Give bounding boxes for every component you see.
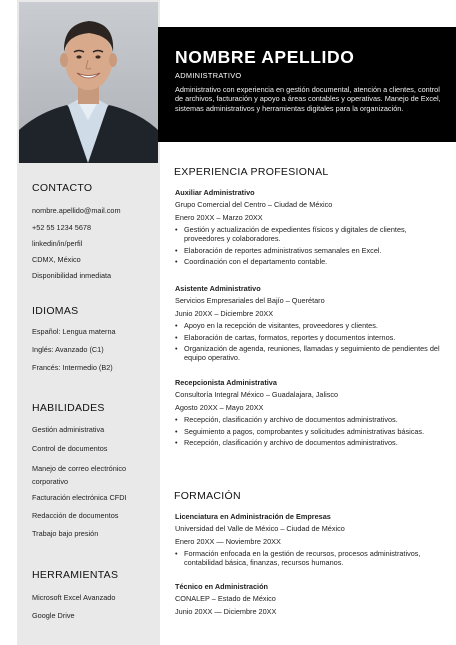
skill-item: Gestión administrativa [32, 425, 105, 434]
job-company: Servicios Empresariales del Bajío – Querétaro [175, 296, 325, 305]
job-bullets [175, 415, 445, 447]
job-company: Consultoría Integral México – Guadalajara, Jalisco [175, 390, 339, 399]
job-bullet: • Recepción, clasificación y archivo de documentos administrativos. [175, 415, 445, 424]
job-entry [175, 284, 445, 365]
job-bullets [175, 225, 445, 267]
language-item: Español: Lengua materna [32, 327, 116, 336]
job-bullet: • Elaboración de cartas, formatos, reportes y documentos internos. [175, 333, 445, 342]
education-entry [175, 582, 445, 617]
contact-location: CDMX, México [32, 255, 81, 264]
skills-heading: HABILIDADES [32, 402, 105, 414]
contact-email: nombre.apellido@mail.com [32, 206, 121, 215]
job-dates: Enero 20XX – Marzo 20XX [175, 212, 263, 222]
languages-list [32, 327, 156, 381]
job-dates: Junio 20XX – Diciembre 20XX [175, 308, 274, 318]
job-bullet: • Coordinación con el departamento contable. [175, 257, 445, 266]
tools-heading: HERRAMIENTAS [32, 569, 119, 581]
candidate-role: ADMINISTRATIVO [175, 71, 242, 80]
header-banner [158, 27, 456, 142]
tool-item: Google Drive [32, 611, 75, 620]
language-item: Inglés: Avanzado (C1) [32, 345, 104, 354]
tool-item: Microsoft Excel Avanzado [32, 593, 116, 602]
job-bullet: • Organización de agenda, reuniones, llamadas y seguimiento de pendientes del equipo operativo. [175, 344, 445, 362]
profile-summary: Administrativo con experiencia en gestión documental, atención a clientes, control de archivos, facturación y apoyo a áreas contables y operativas. Manejo de Excel, sistemas administrativos y herramientas digitales para la organización. [175, 85, 441, 113]
job-entry [175, 188, 445, 269]
job-title: Auxiliar Administrativo [175, 188, 255, 197]
job-bullet: • Recepción, clasificación y archivo de documentos administrativos. [175, 438, 445, 447]
job-title: Asistente Administrativo [175, 284, 261, 293]
education-bullets [175, 549, 445, 567]
education-dates: Enero 20XX — Noviembre 20XX [175, 536, 281, 546]
education-entry [175, 512, 445, 570]
education-heading: FORMACIÓN [174, 490, 241, 502]
language-item: Francés: Intermedio (B2) [32, 363, 113, 372]
profile-photo [19, 2, 158, 163]
contact-phone: +52 55 1234 5678 [32, 223, 92, 232]
job-company: Grupo Comercial del Centro – Ciudad de México [175, 200, 333, 209]
skill-item: Trabajo bajo presión [32, 529, 99, 538]
skill-item: Control de documentos [32, 444, 108, 453]
skill-item: Facturación electrónica CFDI [32, 493, 127, 502]
job-bullet: • Seguimiento a pagos, comprobantes y solicitudes administrativas básicas. [175, 427, 445, 436]
contact-heading: CONTACTO [32, 182, 93, 194]
skill-item: Manejo de correo electrónico corporativo [32, 464, 127, 486]
school-name: CONALEP – Estado de México [175, 594, 276, 603]
contact-availability: Disponibilidad inmediata [32, 271, 112, 280]
languages-heading: IDIOMAS [32, 305, 79, 317]
tools-list [32, 593, 156, 629]
job-bullet: • Gestión y actualización de expedientes físicos y digitales de clientes, proveedores y colaboradores. [175, 225, 445, 243]
contact-linkedin: linkedin/in/perfil [32, 239, 83, 248]
job-title: Recepcionista Administrativa [175, 378, 277, 387]
job-bullet: • Elaboración de reportes administrativos semanales en Excel. [175, 246, 445, 255]
experience-heading: EXPERIENCIA PROFESIONAL [174, 166, 329, 178]
job-bullet: • Apoyo en la recepción de visitantes, proveedores y clientes. [175, 321, 445, 330]
degree-title: Técnico en Administración [175, 582, 268, 591]
education-bullet: • Formación enfocada en la gestión de recursos, procesos administrativos, contabilidad básica, finanzas, recursos humanos. [175, 549, 445, 567]
candidate-name: NOMBRE APELLIDO [175, 47, 355, 67]
contact-list [32, 206, 156, 287]
job-bullets [175, 321, 445, 363]
school-name: Universidad del Valle de México – Ciudad de México [175, 524, 345, 533]
skill-item: Redacción de documentos [32, 511, 119, 520]
job-dates: Agosto 20XX – Mayo 20XX [175, 402, 264, 412]
degree-title: Licenciatura en Administración de Empresas [175, 512, 331, 521]
job-entry [175, 378, 445, 450]
education-dates: Junio 20XX — Diciembre 20XX [175, 606, 277, 616]
skills-list [32, 425, 156, 547]
